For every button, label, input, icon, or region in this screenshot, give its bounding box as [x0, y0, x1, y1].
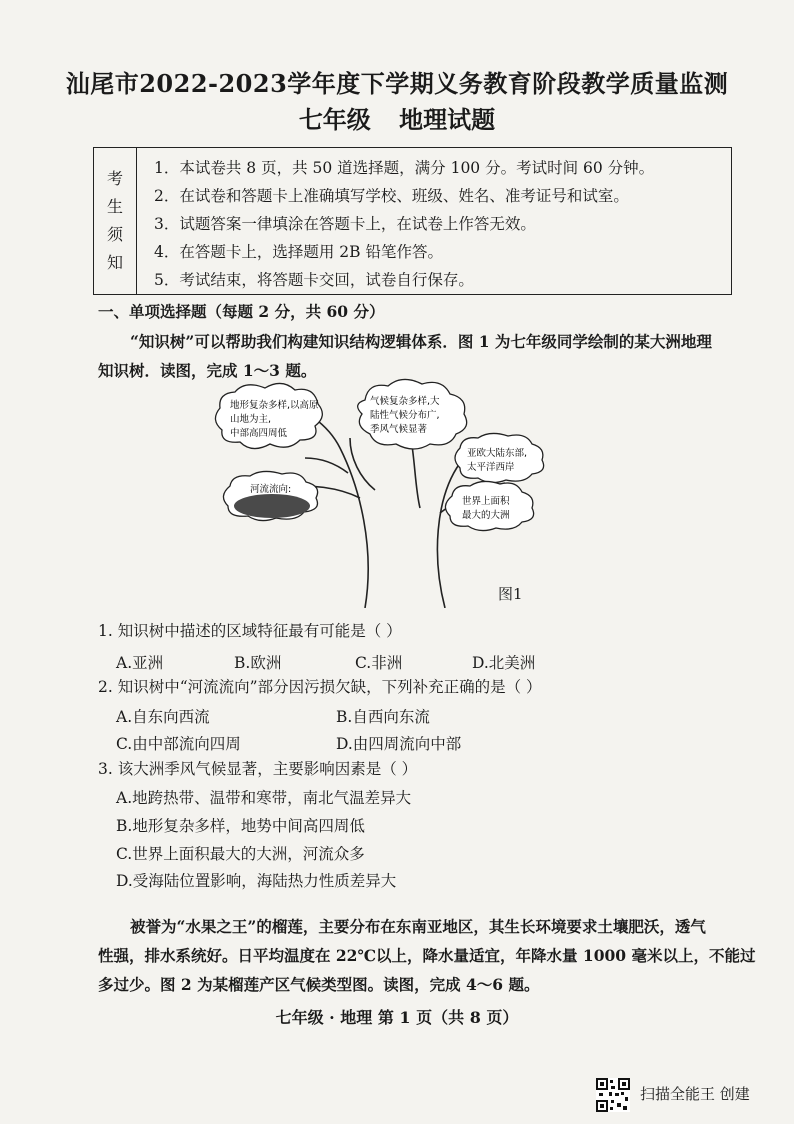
cloud-text: 气候复杂多样,大	[370, 396, 440, 407]
option: B.欧洲	[234, 654, 282, 672]
option: D.北美洲	[472, 654, 536, 672]
notice-item: 2．在试卷和答题卡上准确填写学校、班级、姓名、准考证号和试室。	[154, 187, 629, 205]
intro-line: 知识树．读图，完成 1～3 题。	[98, 361, 317, 380]
grade-label: 七年级	[298, 105, 371, 134]
subject-label: 地理试题	[399, 105, 496, 134]
passage-line: 性强，排水系统好。日平均温度在 22℃以上，降水量适宜，年降水量 1000 毫米以上，不能过	[98, 946, 756, 965]
location-cloud	[455, 433, 544, 482]
river-cloud	[223, 471, 317, 520]
question-stem: 3. 该大洲季风气候显著，主要影响因素是（ ）	[98, 760, 418, 778]
question-stem: 2. 知识树中“河流流向”部分因污损欠缺，下列补充正确的是（ ）	[98, 678, 542, 696]
scanner-watermark: 扫描全能王 创建	[640, 1085, 750, 1103]
cloud-text: 陆性气候分布广,	[370, 410, 440, 421]
candidate-notice-box	[93, 147, 732, 295]
passage-line: 被誉为“水果之王”的榴莲，主要分布在东南亚地区，其生长环境要求土壤肥沃，透气	[130, 917, 706, 936]
cloud-text: 河流流向:	[250, 484, 292, 495]
knowledge-tree-figure	[210, 378, 570, 608]
option: A.地跨热带、温带和寒带，南北气温差异大	[116, 789, 412, 807]
option: D.受海陆位置影响，海陆热力性质差异大	[116, 872, 397, 890]
cloud-text: 太平洋西岸	[467, 462, 515, 473]
option: B.地形复杂多样，地势中间高四周低	[116, 817, 365, 835]
intro-line: “知识树”可以帮助我们构建知识结构逻辑体系．图 1 为七年级同学绘制的某大洲地理	[130, 332, 712, 351]
cloud-text: 中部高四周低	[230, 428, 288, 439]
option: C.由中部流向四周	[116, 735, 241, 753]
qr-code-icon	[596, 1078, 630, 1112]
option: C.世界上面积最大的大洲，河流众多	[116, 845, 365, 863]
cloud-text: 地形复杂多样,以高原	[230, 400, 319, 411]
cloud-text: 最大的大洲	[462, 510, 510, 521]
question-stem: 1. 知识树中描述的区域特征最有可能是（ ）	[98, 622, 402, 640]
option: D.由四周流向中部	[336, 735, 462, 753]
option: A.亚洲	[116, 654, 164, 672]
cloud-text: 山地为主,	[230, 414, 272, 425]
option: C.非洲	[355, 654, 403, 672]
cloud-text: 亚欧大陆东部,	[467, 448, 528, 459]
ink-stain	[234, 494, 310, 518]
terrain-cloud	[215, 383, 322, 448]
option: B.自西向东流	[336, 708, 430, 726]
option: A.自东向西流	[116, 708, 210, 726]
area-cloud	[445, 481, 533, 530]
passage-line: 多过少。图 2 为某榴莲产区气候类型图。读图，完成 4～6 题。	[98, 975, 540, 994]
cloud-text: 季风气候显著	[370, 424, 428, 435]
notice-item: 1．本试卷共 8 页，共 50 道选择题，满分 100 分。考试时间 60 分钟。	[154, 159, 655, 177]
section-heading: 一、单项选择题（每题 2 分，共 60 分）	[98, 302, 385, 321]
exam-title: 汕尾市2022-2023学年度下学期义务教育阶段教学质量监测	[65, 69, 729, 98]
notice-side-label: 考 生 须 知	[94, 148, 137, 294]
notice-item: 3．试题答案一律填涂在答题卡上，在试卷上作答无效。	[154, 215, 536, 233]
notice-items	[154, 154, 654, 294]
climate-cloud	[358, 379, 467, 449]
cloud-text: 世界上面积	[462, 496, 510, 507]
page-footer: 七年级 · 地理 第 1 页（共 8 页）	[275, 1008, 519, 1027]
exam-subtitle	[0, 100, 794, 135]
figure-label: 图1	[498, 585, 523, 603]
notice-item: 4．在答题卡上，选择题用 2B 铅笔作答。	[154, 243, 443, 261]
notice-item: 5．考试结束，将答题卡交回，试卷自行保存。	[154, 271, 474, 289]
